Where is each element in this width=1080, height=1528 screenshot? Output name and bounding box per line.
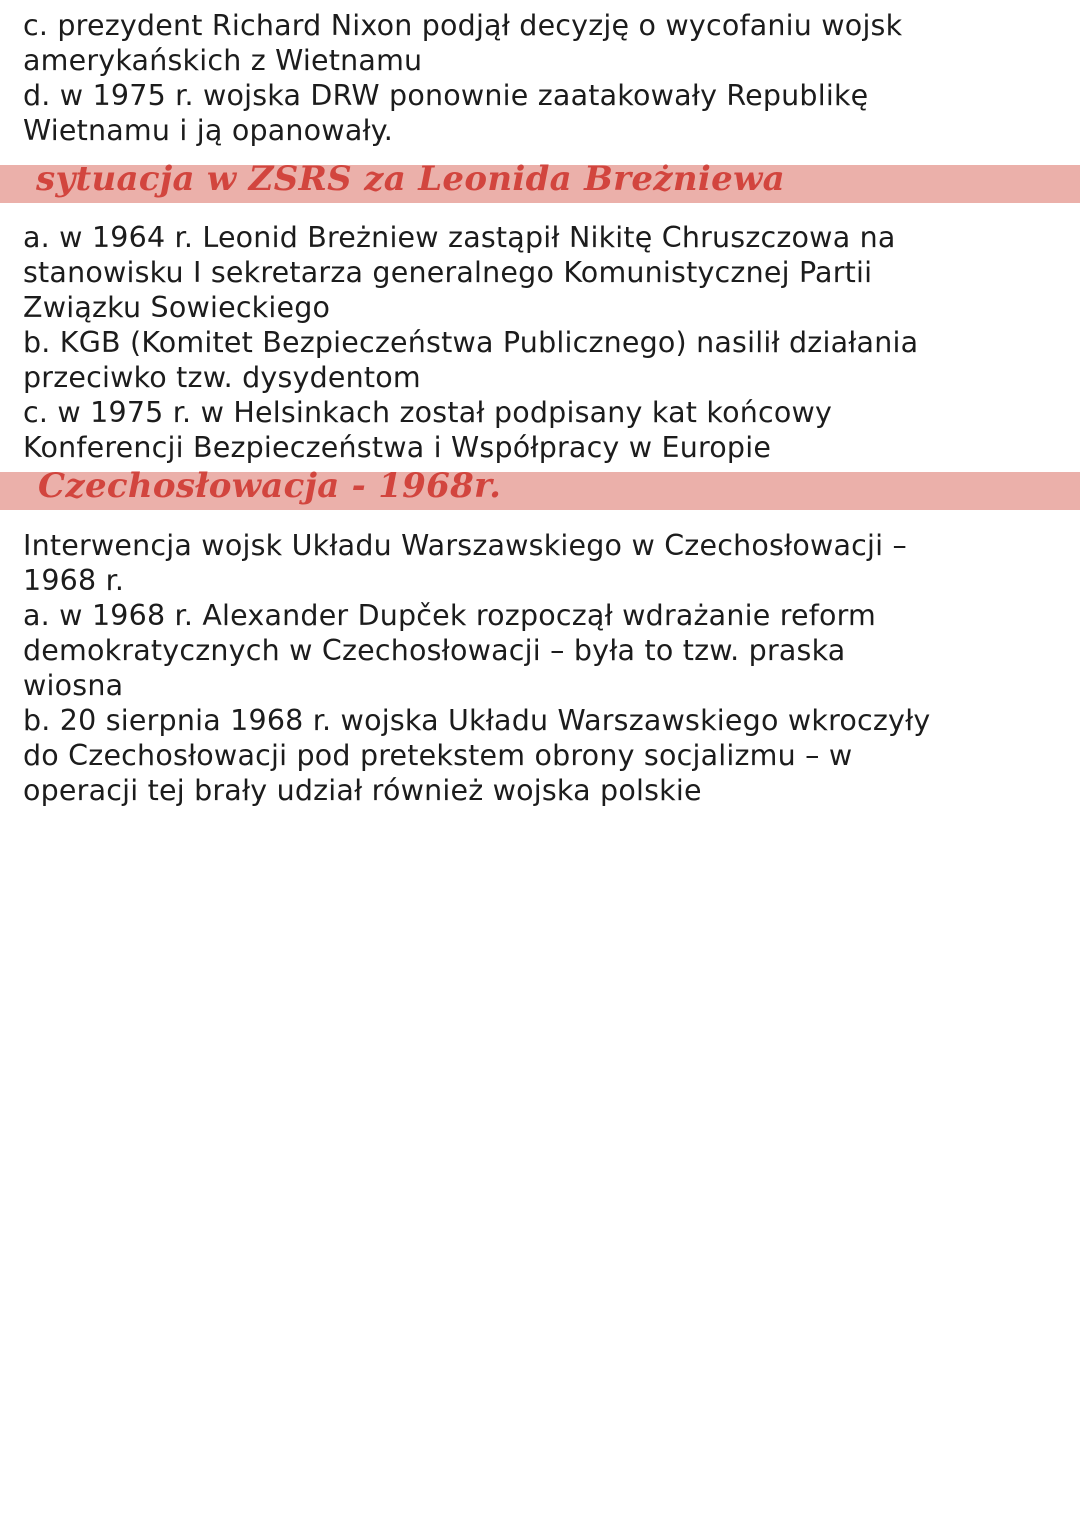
section-line: b. 20 sierpnia 1968 r. wojska Układu Warszawskiego wkroczyły bbox=[23, 704, 931, 737]
section-line: wiosna bbox=[23, 669, 124, 702]
section-line: Interwencja wojsk Układu Warszawskiego w Czechosłowacji – bbox=[23, 529, 907, 562]
section-line: 1968 r. bbox=[23, 564, 125, 597]
section-line: c. w 1975 r. w Helsinkach został podpisany kat końcowy bbox=[23, 396, 833, 429]
intro-line: d. w 1975 r. wojska DRW ponownie zaatakowały Republikę bbox=[23, 79, 869, 112]
section-line: operacji tej brały udział również wojska polskie bbox=[23, 774, 702, 807]
section-paragraph bbox=[23, 220, 1063, 465]
section-line: a. w 1964 r. Leonid Breżniew zastąpił Nikitę Chruszczowa na bbox=[23, 221, 896, 254]
section-line: do Czechosłowacji pod pretekstem obrony socjalizmu – w bbox=[23, 739, 853, 772]
section-line: przeciwko tzw. dysydentom bbox=[23, 361, 421, 394]
intro-line: c. prezydent Richard Nixon podjął decyzję o wycofaniu wojsk bbox=[23, 9, 903, 42]
section-line: b. KGB (Komitet Bezpieczeństwa Publicznego) nasilił działania bbox=[23, 326, 919, 359]
section-line: Związku Sowieckiego bbox=[23, 291, 331, 324]
section-line: Konferencji Bezpieczeństwa i Współpracy w Europie bbox=[23, 431, 772, 464]
section-heading: Czechosłowacja - 1968r. bbox=[38, 466, 502, 506]
section-line: demokratycznych w Czechosłowacji – była to tzw. praska bbox=[23, 634, 846, 667]
intro-line: amerykańskich z Wietnamu bbox=[23, 44, 423, 77]
section-line: stanowisku I sekretarza generalnego Komunistycznej Partii bbox=[23, 256, 873, 289]
intro-paragraph bbox=[23, 8, 1063, 148]
intro-line: Wietnamu i ją opanowały. bbox=[23, 114, 394, 147]
section-heading: sytuacja w ZSRS za Leonida Breżniewa bbox=[36, 159, 785, 199]
section-line: a. w 1968 r. Alexander Dupček rozpoczął wdrażanie reform bbox=[23, 599, 876, 632]
section-paragraph bbox=[23, 528, 1063, 808]
